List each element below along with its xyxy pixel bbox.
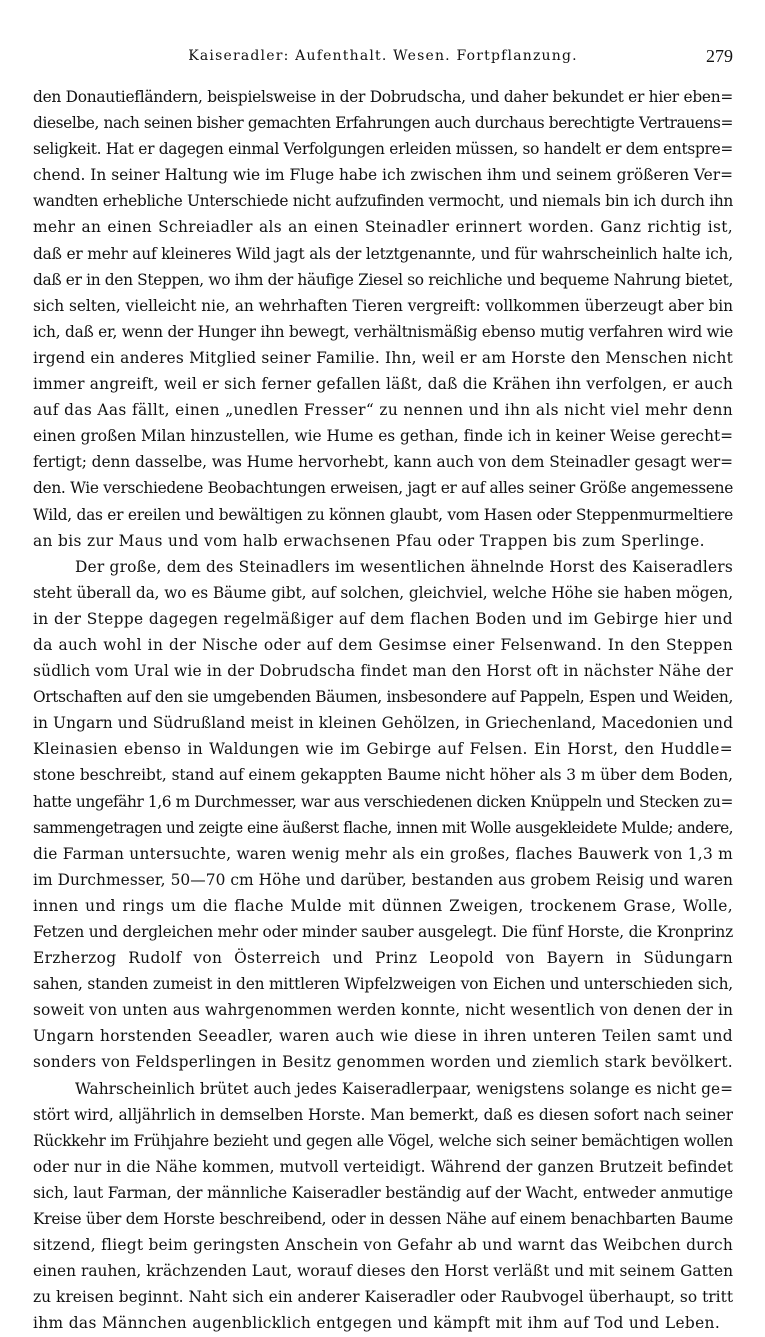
text-line: den Donautiefländern, beispielsweise in der Dobrudscha, und daher bekundet er hier eben= [33,88,733,106]
text-line: chend. In seiner Haltung wie im Fluge habe ich zwischen ihm und seinem größeren Ver= [33,166,733,185]
text-line: soweit von unten aus wahrgenommen werden konnte, nicht wesentlich von denen der in [33,1001,733,1020]
text-line: sich, laut Farman, der männliche Kaiseradler beständig auf der Wacht, entweder anmutige [33,1183,733,1202]
text-line: auf das Aas fällt, einen „unedlen Fresser“ zu nennen und ihn als nicht viel mehr denn [33,401,733,420]
text-line: sitzend, fliegt beim geringsten Anschein von Gefahr ab und warnt das Weibchen durch [33,1236,733,1255]
text-line: innen und rings um die flache Mulde mit dünnen Zweigen, trockenem Grase, Wolle, [33,896,733,915]
text-line: sammengetragen und zeigte eine äußerst flache, innen mit Wolle ausgekleidete Mulde; andere, [33,818,733,837]
text-line: in der Steppe dagegen regelmäßiger auf dem flachen Boden und im Gebirge hier und [33,609,733,628]
text-line: in Ungarn und Südrußland meist in kleinen Gehölzen, in Griechenland, Macedonien und [33,714,733,733]
text-line: Erzherzog Rudolf von Österreich und Prinz Leopold von Bayern in Südungarn [33,949,733,968]
text-line: Der große, dem des Steinadlers im wesentlichen ähnelnde Horst des Kaiseradlers [75,557,733,576]
text-line: Rückkehr im Frühjahre bezieht und gegen alle Vögel, welche sich seiner bemächtigen wollen [33,1131,733,1150]
text-line: Ungarn horstenden Seeadler, waren auch wie diese in ihren unteren Teilen samt und [33,1027,733,1046]
text-line: fertigt; denn dasselbe, was Hume hervorhebt, kann auch von dem Steinadler gesagt wer= [33,453,733,472]
text-line: irgend ein anderes Mitglied seiner Familie. Ihn, weil er am Horste den Menschen nicht [33,348,733,367]
page-number: 279 [706,46,733,66]
text-line: immer angreift, weil er sich ferner gefallen läßt, daß die Krähen ihn verfolgen, er auch [33,375,733,394]
text-line: einen rauhen, krächzenden Laut, worauf dieses den Horst verläßt und mit seinem Gatten [33,1262,733,1281]
text-line: sahen, standen zumeist in den mittleren Wipfelzweigen von Eichen und unterschieden sich, [33,975,733,994]
text-line: Wahrscheinlich brütet auch jedes Kaiseradlerpaar, wenigstens solange es nicht ge= [75,1079,733,1098]
text-line: an bis zur Maus und vom halb erwachsenen Pfau oder Trappen bis zum Sperlinge. [33,531,705,550]
text-line: sich selten, vielleicht nie, an wehrhaften Tieren vergreift: vollkommen überzeugt aber bin [33,296,733,315]
text-line: zu kreisen beginnt. Naht sich ein anderer Kaiseradler oder Raubvogel überhaupt, so tritt [33,1288,733,1307]
text-line: stone beschreibt, stand auf einem gekappten Baume nicht höher als 3 m über dem Boden, [33,766,733,785]
text-line: ich, daß er, wenn der Hunger ihn bewegt, verhältnismäßig ebenso mutig verfahren wird wie [33,322,733,341]
text-line: Fetzen und dergleichen mehr oder minder sauber ausgelegt. Die fünf Horste, die Kronprinz [33,923,733,941]
page-header [33,48,733,70]
text-line: Ortschaften auf den sie umgebenden Bäumen, insbesondere auf Pappeln, Espen und Weiden, [33,688,733,707]
text-line: dieselbe, nach seinen bisher gemachten Erfahrungen auch durchaus berechtigte Vertrauens= [33,114,733,133]
text-line: daß er in den Steppen, wo ihm der häufige Ziesel so reichliche und bequeme Nahrung bietet, [33,270,733,289]
text-line: ihm das Männchen augenblicklich entgegen und kämpft mit ihm auf Tod und Leben. [33,1314,721,1333]
text-line: mehr an einen Schreiadler als an einen Steinadler erinnert worden. Ganz richtig ist, [33,218,733,237]
paragraph [33,554,733,1076]
paragraph [33,84,733,554]
text-line: stört wird, alljährlich in demselben Horste. Man bemerkt, daß es diesen sofort nach seiner [33,1105,733,1124]
text-line: steht überall da, wo es Bäume gibt, auf solchen, gleichviel, welche Höhe sie haben mögen, [33,583,733,602]
text-line: den. Wie verschiedene Beobachtungen erweisen, jagt er auf alles seiner Größe angemessene [33,479,733,498]
text-line: Wild, das er ereilen und bewältigen zu können glaubt, vom Hasen oder Steppenmurmeltiere [33,505,733,524]
text-line: oder nur in die Nähe kommen, mutvoll verteidigt. Während der ganzen Brutzeit befindet [33,1157,733,1176]
running-title: Kaiseradler: Aufenthalt. Wesen. Fortpflanzung. [188,48,578,64]
text-line: da auch wohl in der Nische oder auf dem Gesimse einer Felsenwand. In den Steppen [33,635,733,654]
text-line: daß er mehr auf kleineres Wild jagt als der letztgenannte, und für wahrscheinlich halte ich, [33,244,733,263]
text-line: hatte ungefähr 1,6 m Durchmesser, war aus verschiedenen dicken Knüppeln und Stecken zu= [33,792,733,811]
text-line: Kreise über dem Horste beschreibend, oder in dessen Nähe auf einem benachbarten Baume [33,1210,733,1229]
text-line: seligkeit. Hat er dagegen einmal Verfolgungen erleiden müssen, so handelt er dem entspre= [33,140,733,159]
text-line: sonders von Feldsperlingen in Besitz genommen worden und ziemlich stark bevölkert. [33,1053,733,1072]
body-text [33,84,733,1337]
text-line: Kleinasien ebenso in Waldungen wie im Gebirge auf Felsen. Ein Horst, den Huddle= [33,740,733,759]
text-line: südlich vom Ural wie in der Dobrudscha findet man den Horst oft in nächster Nähe der [33,662,733,681]
text-line: im Durchmesser, 50—70 cm Höhe und darüber, bestanden aus grobem Reisig und waren [33,870,733,889]
text-line: wandten erhebliche Unterschiede nicht aufzufinden vermocht, und niemals bin ich durch ihn [33,192,733,211]
paragraph [33,1076,733,1337]
text-line: die Farman untersuchte, waren wenig mehr als ein großes, flaches Bauwerk von 1,3 m [33,844,733,863]
text-line: einen großen Milan hinzustellen, wie Hume es gethan, finde ich in keiner Weise gerecht= [33,427,733,446]
